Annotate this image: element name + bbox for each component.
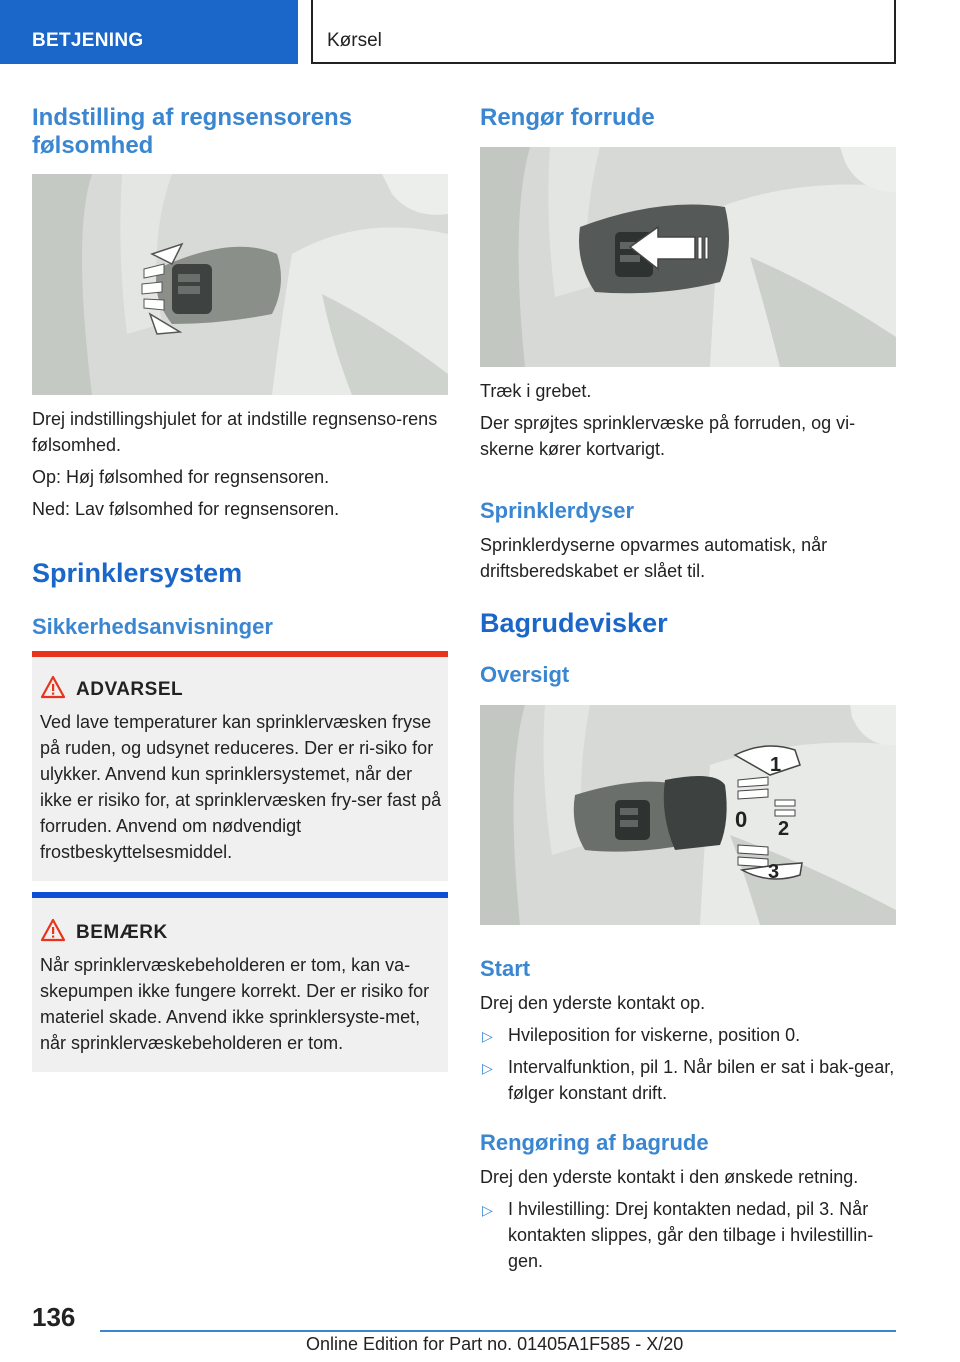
triangle-bullet-icon: ▷ — [482, 1060, 493, 1076]
diagram-label-2: 2 — [778, 818, 790, 840]
section-label: BETJENING — [32, 30, 144, 51]
start-heading: Start — [480, 956, 531, 981]
warning-title: ADVARSEL — [76, 679, 184, 700]
list-item: ▷ Intervalfunktion, pil 1. Når bilen er sat i bak-gear, følger konstant drift. — [482, 1057, 895, 1103]
clean-text-1: Træk i grebet. — [480, 381, 592, 401]
start-text: Drej den yderste kontakt op. — [480, 993, 706, 1013]
start-bullet-list — [480, 1022, 896, 1106]
diagram-label-3: 3 — [768, 861, 780, 883]
warning-text: Ved lave temperaturer kan sprinklervæsken fryse på ruden, og udsynet reduceres. Der er ri-siko for ulykker. Anvend kun sprinklersystemet, når der ikke er risiko for, at sprinklervæsken fry-ser fast på forruden. Anvend om nødvendigt frostbeskyttelsesmiddel. — [40, 712, 442, 862]
note-text: Når sprinklervæskebeholderen er tom, kan va-skepumpen ikke fungere korrekt. Der er risiko for materiel skade. Anvend ikke sprinklersyste-met, når sprinklervæskebeholderen er tom. — [40, 955, 430, 1053]
list-item: ▷ I hvilestilling: Drej kontakten nedad, pil 3. Når kontakten slippes, går den tilbage i hvilestillin-gen. — [482, 1199, 874, 1271]
sensitivity-text-1: Drej indstillingshjulet for at indstille regnsenso-rens følsomhed. — [32, 409, 438, 455]
note-notice — [32, 892, 448, 1072]
warning-bar — [32, 651, 448, 657]
clean-heading: Rengør forrude — [480, 104, 655, 131]
safety-heading: Sikkerhedsanvisninger — [32, 614, 273, 639]
sprinkler-heading: Sprinklersystem — [32, 558, 243, 588]
diagram-label-0: 0 — [735, 807, 748, 832]
triangle-bullet-icon: ▷ — [482, 1202, 493, 1218]
chapter-box — [311, 0, 896, 64]
rain-sensor-photo — [32, 174, 448, 395]
sensitivity-text-3: Ned: Lav følsomhed for regnsensoren. — [32, 499, 340, 519]
footer-divider — [100, 1330, 896, 1332]
rear-wiper-illustration — [480, 705, 896, 925]
rear-clean-text: Drej den yderste kontakt i den ønskede retning. — [480, 1167, 859, 1187]
diagram-label-1: 1 — [770, 754, 782, 776]
warning-notice — [32, 651, 448, 881]
warning-triangle-icon — [40, 675, 66, 699]
rear-clean-heading: Rengøring af bagrude — [480, 1130, 709, 1155]
overview-heading: Oversigt — [480, 662, 570, 687]
section-tab — [0, 0, 298, 64]
page-number: 136 — [32, 1302, 76, 1332]
note-bar — [32, 892, 448, 898]
windshield-clean-photo — [480, 147, 896, 367]
rear-wiper-heading: Bagrudevisker — [480, 608, 668, 638]
note-title: BEMÆRK — [76, 922, 168, 943]
sensitivity-heading: Indstilling af regnsensorens følsomhed — [32, 104, 353, 159]
footer-edition: Online Edition for Part no. 01405A1F585 - X/20 — [306, 1334, 684, 1354]
nozzle-heading: Sprinklerdyser — [480, 498, 635, 523]
windshield-clean-illustration — [480, 147, 896, 367]
chapter-label: Kørsel — [327, 30, 382, 51]
nozzle-text: Sprinklerdyserne opvarmes automatisk, når driftsberedskabet er slået til. — [480, 535, 828, 581]
rain-sensor-illustration — [32, 174, 448, 395]
sensitivity-text-2: Op: Høj følsomhed for regnsensoren. — [32, 467, 330, 487]
clean-text-2: Der sprøjtes sprinklervæske på forruden, og vi-skerne kører kortvarigt. — [480, 413, 856, 459]
list-item: ▷ Hvileposition for viskerne, position 0. — [480, 1022, 896, 1048]
warning-triangle-icon — [40, 918, 66, 942]
rear-clean-bullet-list — [480, 1196, 896, 1274]
rear-wiper-photo — [480, 705, 896, 925]
triangle-bullet-icon: ▷ — [482, 1028, 493, 1044]
